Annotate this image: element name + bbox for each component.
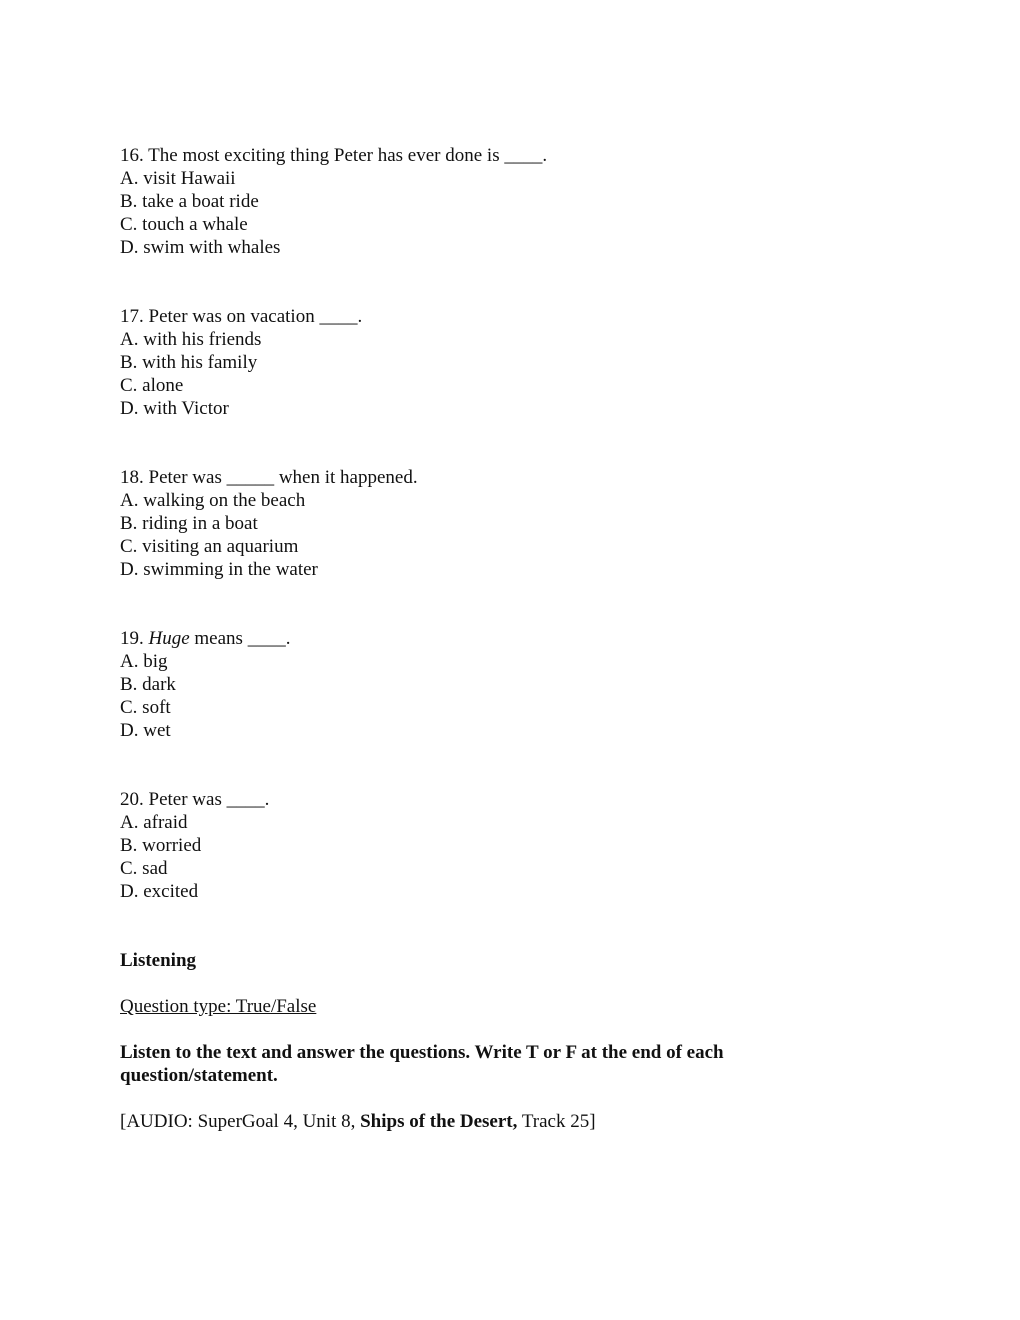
option-a: A. with his friends	[120, 329, 262, 350]
question-type-label: Question type: True/False	[120, 996, 317, 1017]
option-b: B. worried	[120, 835, 202, 856]
option-a: A. big	[120, 651, 168, 672]
option-c: C. soft	[120, 697, 171, 718]
question-number: 20.	[120, 789, 144, 810]
question-italic-word: Huge	[148, 628, 190, 649]
option-d: D. with Victor	[120, 398, 229, 419]
option-c: C. touch a whale	[120, 214, 248, 235]
question-number: 18.	[120, 467, 144, 488]
question-text: The most exciting thing Peter has ever done is ____.	[148, 145, 548, 166]
option-b: B. take a boat ride	[120, 191, 259, 212]
question-number: 19.	[120, 628, 144, 649]
option-a: A. visit Hawaii	[120, 168, 236, 189]
option-d: D. excited	[120, 881, 199, 902]
option-a: A. afraid	[120, 812, 188, 833]
question-number: 17.	[120, 306, 144, 327]
question-stem	[120, 466, 900, 489]
option-c: C. alone	[120, 375, 184, 396]
option-a: A. walking on the beach	[120, 490, 306, 511]
audio-prefix: [AUDIO: SuperGoal 4, Unit 8,	[120, 1111, 356, 1132]
listening-instruction: Listen to the text and answer the questions. Write T or F at the end of each question/statement.	[120, 1042, 724, 1086]
question-text: means ____.	[194, 628, 291, 649]
option-d: D. swim with whales	[120, 237, 281, 258]
audio-title: Ships of the Desert,	[360, 1111, 518, 1132]
worksheet-page	[120, 144, 900, 1133]
question-19	[120, 627, 900, 742]
question-17	[120, 305, 900, 420]
option-b: B. with his family	[120, 352, 258, 373]
question-text: Peter was _____ when it happened.	[148, 467, 418, 488]
option-c: C. visiting an aquarium	[120, 536, 299, 557]
option-b: B. riding in a boat	[120, 513, 258, 534]
question-18	[120, 466, 900, 581]
option-d: D. swimming in the water	[120, 559, 318, 580]
option-c: C. sad	[120, 858, 168, 879]
question-text: Peter was on vacation ____.	[148, 306, 363, 327]
listening-section-title: Listening	[120, 950, 197, 971]
question-16	[120, 144, 900, 259]
question-stem	[120, 627, 900, 650]
question-20	[120, 788, 900, 903]
question-number: 16.	[120, 145, 144, 166]
audio-reference	[120, 1110, 900, 1133]
option-b: B. dark	[120, 674, 176, 695]
audio-suffix: Track 25]	[521, 1111, 596, 1132]
option-d: D. wet	[120, 720, 171, 741]
question-stem	[120, 144, 900, 167]
question-stem	[120, 788, 900, 811]
question-stem	[120, 305, 900, 328]
question-text: Peter was ____.	[148, 789, 270, 810]
